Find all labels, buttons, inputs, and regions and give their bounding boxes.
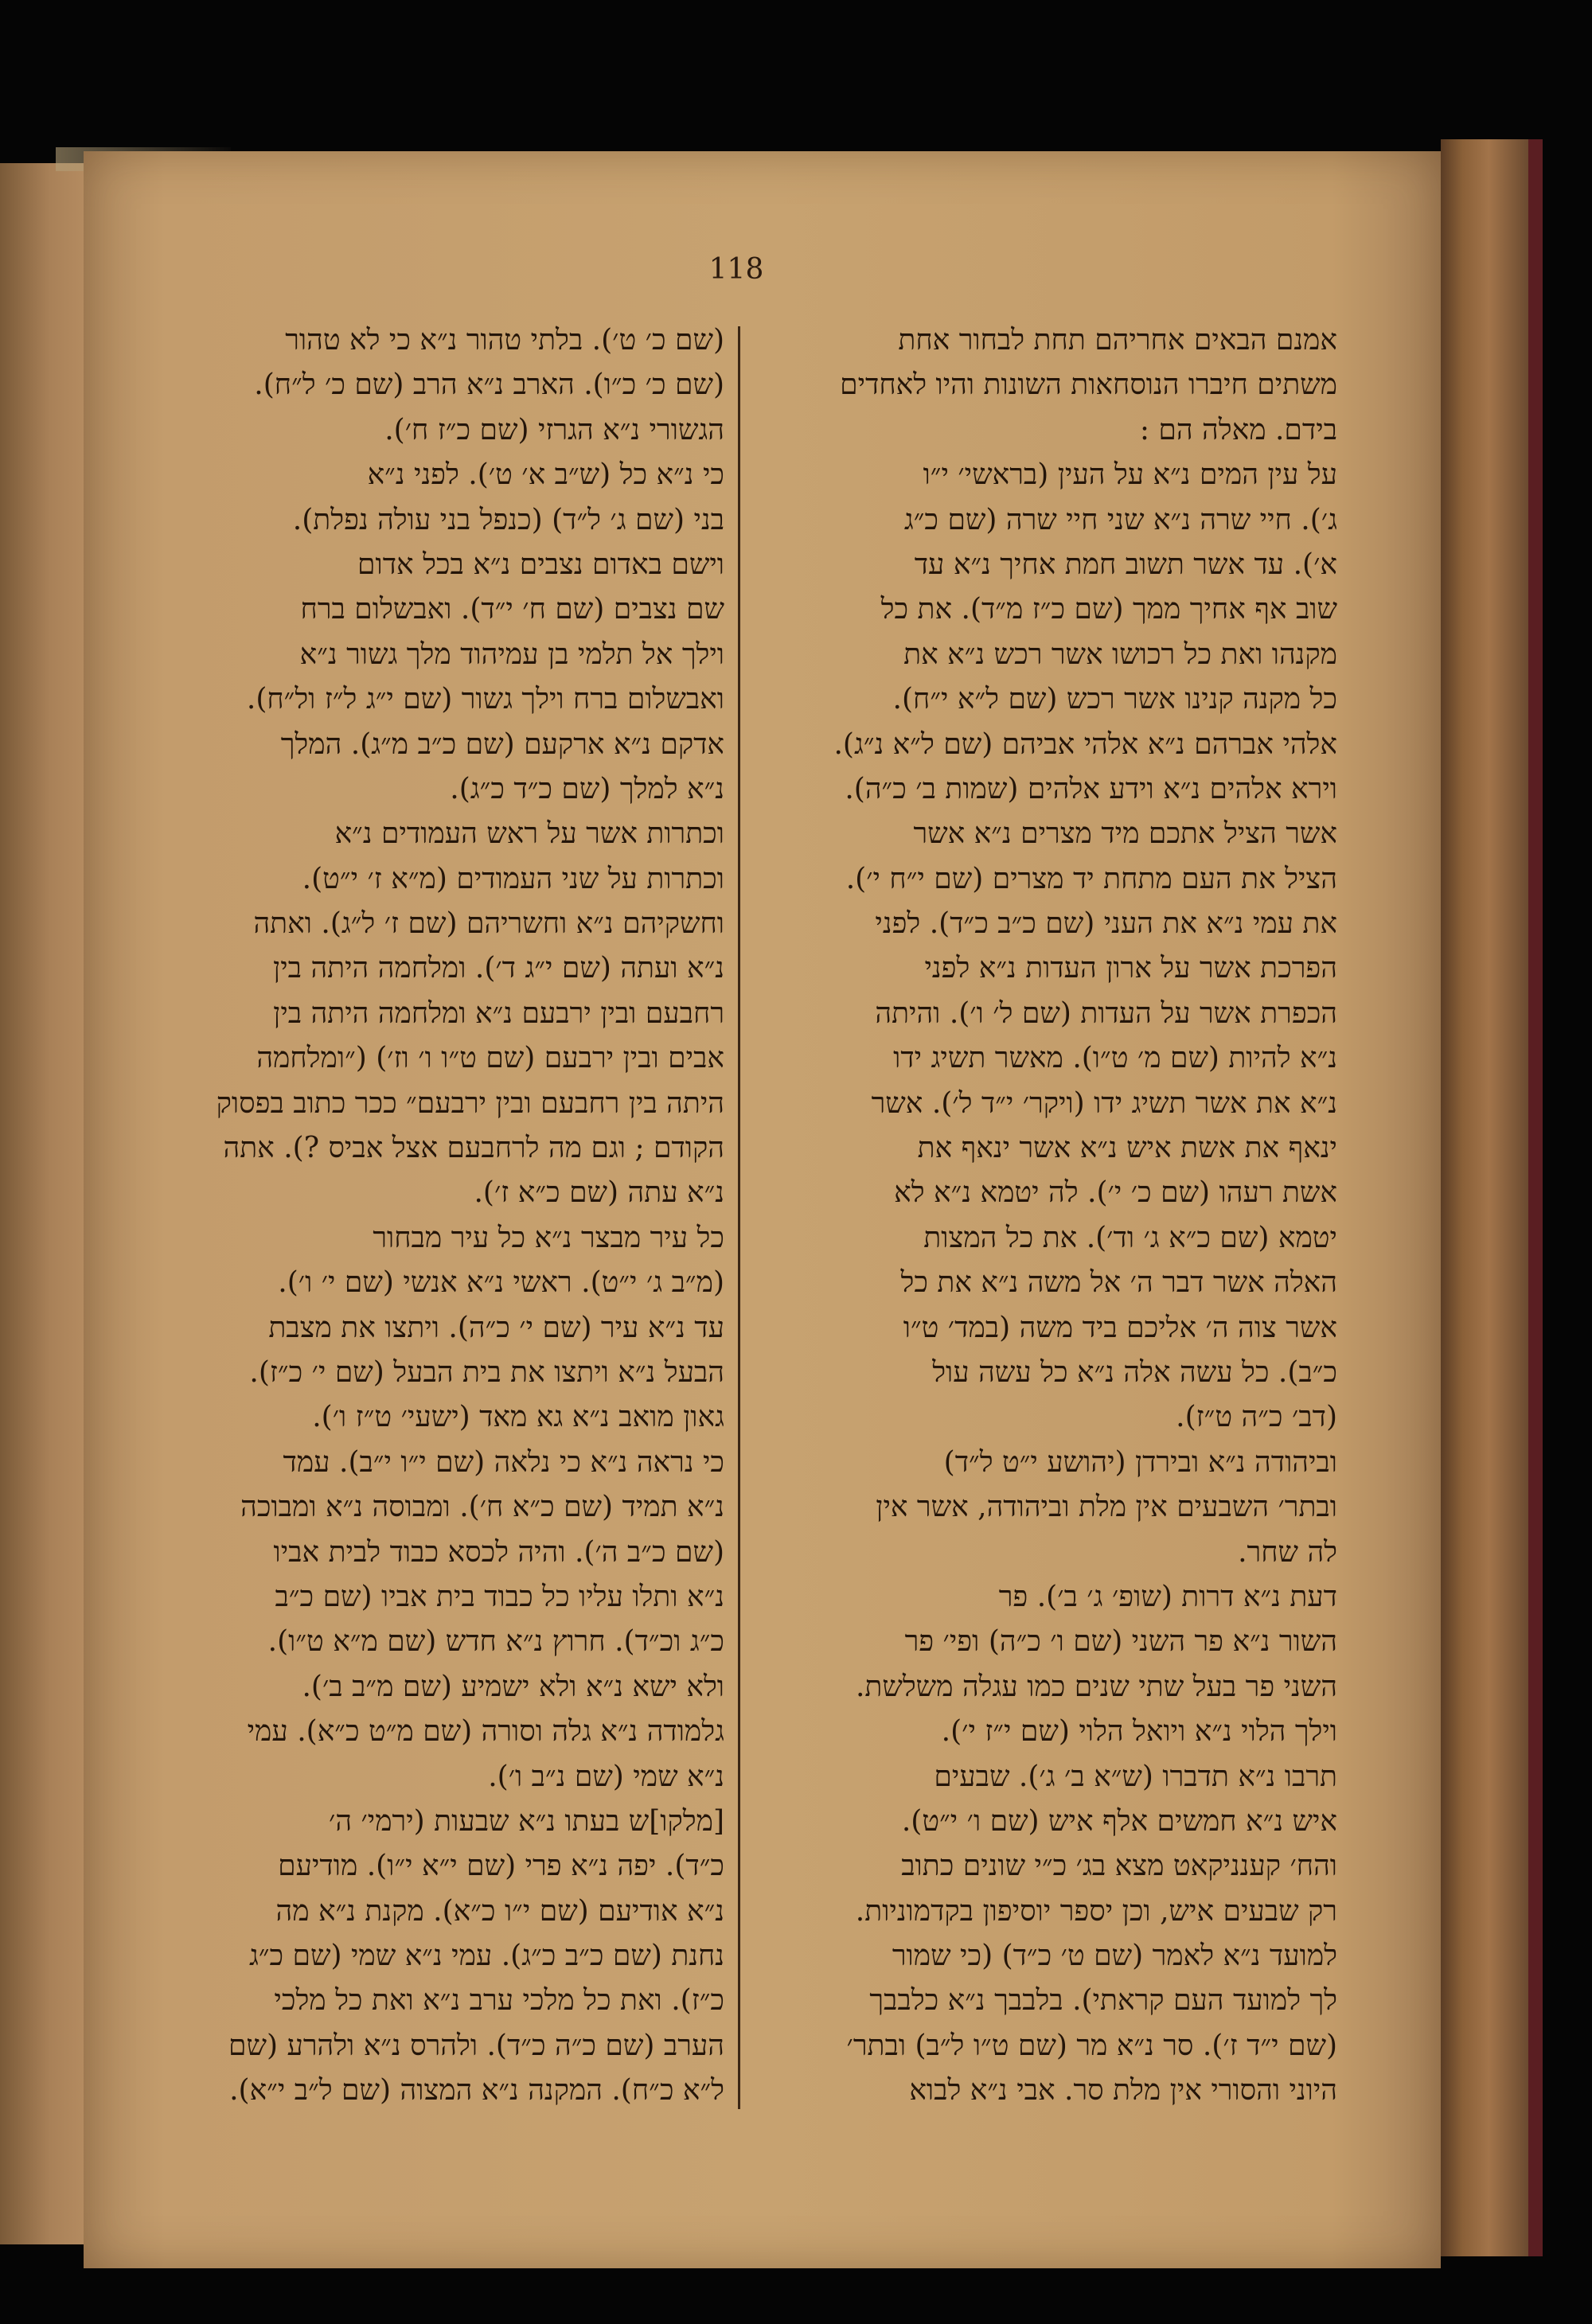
text-line: אשר הציל אתכם מיד מצרים נ״א אשר bbox=[913, 817, 1337, 851]
text-line: (שם כ׳ ט׳). בלתי טהור נ״א כי לא טהור bbox=[285, 324, 724, 357]
text-line: נ״א עתה (שם כ״א ז׳). bbox=[474, 1176, 724, 1210]
text-line: נ״א את אשר תשיג ידו (ויקר׳ י״ד ל׳). אשר bbox=[871, 1086, 1337, 1120]
text-line: אלהי אברהם נ״א אלהי אביהם (שם ל״א נ״ג). bbox=[833, 727, 1337, 761]
text-line: היוני והסורי אין מלת סר. אבי נ״א לבוא bbox=[909, 2074, 1337, 2108]
text-line: וכתרות אשר על ראש העמודים נ״א bbox=[334, 817, 724, 851]
text-line: א׳). עד אשר תשוב חמת אחיך נ״א עד bbox=[914, 548, 1337, 581]
text-line: [מלקו]ש בעתו נ״א שבעות (ירמי׳ ה׳ bbox=[329, 1804, 724, 1838]
column-divider bbox=[738, 326, 740, 2109]
text-line: רחבעם ובין ירבעם נ״א ומלחמה היתה בין bbox=[273, 996, 724, 1030]
text-line: כל עיר מבצר נ״א כל עיר מבחור bbox=[373, 1221, 724, 1254]
text-line: בני (שם ג׳ ל״ד) (כנפל בני עולה נפלת). bbox=[292, 503, 724, 536]
text-line: דעת נ״א דרות (שופ׳ ג׳ ב׳). פר bbox=[998, 1580, 1337, 1613]
text-line: האלה אשר דבר ה׳ אל משה נ״א את כל bbox=[900, 1266, 1337, 1300]
text-line: נחנת (שם כ״ב כ״ג). עמי נ״א שמי (שם כ״ג bbox=[248, 1940, 724, 1973]
text-line: וילך הלוי נ״א ויואל הלוי (שם י״ז י׳). bbox=[941, 1715, 1337, 1749]
text-line: וישם באדום נצבים נ״א בכל אדום bbox=[357, 548, 724, 581]
text-line: משתים חיברו הנוסחאות השונות והיו לאחדים bbox=[840, 368, 1337, 402]
text-line: ואבשלום ברח וילך גשור (שם י״ג ל״ז ול״ח). bbox=[246, 683, 724, 716]
text-line: נ״א אודיעם (שם י״ו כ״א). מקנת נ״א מה bbox=[275, 1894, 724, 1928]
text-line: כ״ב). כל עשה אלה נ״א כל עשה עול bbox=[932, 1355, 1337, 1389]
text-line: הערב (שם כ״ה כ״ד). ולהרס נ״א ולהרע (שם bbox=[228, 2029, 724, 2062]
text-line: יטמא (שם כ״א ג׳ וד׳). את כל המצות bbox=[923, 1221, 1337, 1254]
text-line: תרבו נ״א תדברו (ש״א ב׳ ג׳). שבעים bbox=[934, 1760, 1337, 1793]
left-text-column bbox=[139, 318, 724, 2117]
page-number: 118 bbox=[708, 253, 764, 286]
text-line: את עמי נ״א את העני (שם כ״ב כ״ד). לפני bbox=[875, 907, 1337, 941]
text-line: ולא ישא נ״א ולא ישמיע (שם מ״ב ב׳). bbox=[302, 1670, 724, 1703]
text-line: ובתר׳ השבעים אין מלת וביהודה, אשר אין bbox=[876, 1491, 1337, 1524]
text-line: איש נ״א חמשים אלף איש (שם ו׳ י״ט). bbox=[901, 1804, 1337, 1838]
text-line: נ״א למלך (שם כ״ד כ״ג). bbox=[450, 772, 724, 805]
text-line: כל מקנה קנינו אשר רכש (שם ל״א י״ח). bbox=[892, 683, 1337, 716]
text-line: אשת רעהו (שם כ׳ י׳). לה יטמא נ״א לא bbox=[894, 1176, 1337, 1210]
text-line: וכתרות על שני העמודים (מ״א ז׳ י״ט). bbox=[302, 862, 724, 895]
text-line: הבעל נ״א ויתצו את בית הבעל (שם י׳ כ״ז). bbox=[249, 1355, 724, 1389]
text-line: הגשורי נ״א הגרזי (שם כ״ז ח׳). bbox=[384, 413, 724, 446]
text-line: בידם. מאלה הם : bbox=[1139, 413, 1337, 446]
text-line: אדקם נ״א ארקעם (שם כ״ב מ״ג). המלך bbox=[280, 727, 724, 761]
text-line: על עין המים נ״א על העין (בראשי׳ י״ו bbox=[923, 458, 1337, 492]
text-line: וילך אל תלמי בן עמיהוד מלך גשור נ״א bbox=[299, 638, 724, 671]
facing-page-edge bbox=[0, 163, 84, 2244]
text-line: השור נ״א פר השני (שם ו׳ כ״ה) ופי׳ פר bbox=[904, 1625, 1337, 1659]
text-line: נ״א ותלו עליו כל כבוד בית אביו (שם כ״ב bbox=[275, 1580, 724, 1613]
text-line: הפרכת אשר על ארון העדות נ״א לפני bbox=[924, 952, 1337, 985]
text-line: היתה בין רחבעם ובין ירבעם״ ככר כתוב בפסוק bbox=[216, 1086, 724, 1120]
text-line: נ״א תמיד (שם כ״א ח׳). ומבוסה נ״א ומבוכה bbox=[240, 1491, 724, 1524]
text-line: שוב אף אחיך ממך (שם כ״ז מ״ד). את כל bbox=[880, 593, 1337, 626]
text-line: (דב׳ כ״ה ט״ז). bbox=[1176, 1401, 1337, 1434]
text-line: נ״א שמי (שם נ״ב ו׳). bbox=[488, 1760, 724, 1793]
text-line: (שם י״ד ז׳). סר נ״א מר (שם ט״ו ל״ב) ובתר׳ bbox=[846, 2029, 1337, 2062]
text-line: כ״ד). יפה נ״א פרי (שם י״א י״ו). מודיעם bbox=[278, 1850, 724, 1883]
text-line: עד נ״א עיר (שם י׳ כ״ה). ויתצו את מצבת bbox=[268, 1311, 724, 1344]
text-line: ג׳). חיי שרה נ״א שני חיי שרה (שם כ״ג bbox=[903, 503, 1337, 536]
text-line: וחשקיהם נ״א וחשריהם (שם ז׳ ל״ג). ואתה bbox=[253, 907, 724, 941]
text-line: לה שחר. bbox=[1238, 1535, 1337, 1569]
text-line: וירא אלהים נ״א וידע אלהים (שמות ב׳ כ״ה). bbox=[845, 772, 1337, 805]
text-line: הכפרת אשר על העדות (שם ל׳ ו׳). והיתה bbox=[875, 996, 1337, 1030]
text-line: נ״א להיות (שם מ׳ ט״ו). מאשר תשיג ידו bbox=[893, 1042, 1337, 1075]
text-line: גאון מואב נ״א גא מאד (ישעי׳ ט״ז ו׳). bbox=[312, 1401, 724, 1434]
page-stack-edge bbox=[1441, 139, 1528, 2256]
text-line: מקנהו ואת כל רכושו אשר רכש נ״א את bbox=[903, 638, 1337, 671]
text-line: לך למועד העם קראתי). בלבבך נ״א כלבבך bbox=[869, 1984, 1337, 2018]
text-line: אבים ובין ירבעם (שם ט״ו ו׳ וז׳) (״ומלחמה bbox=[256, 1042, 724, 1075]
text-line: כי נראה נ״א כי נלאה (שם י״ו י״ב). עמד bbox=[283, 1445, 724, 1479]
text-line: ינאף את אשת איש נ״א אשר ינאף את bbox=[917, 1132, 1337, 1165]
text-line: שם נצבים (שם ח׳ י״ד). ואבשלום ברח bbox=[300, 593, 724, 626]
text-line: הציל את העם מתחת יד מצרים (שם י״ח י׳). bbox=[845, 862, 1337, 895]
text-line: (שם כ״ב ה׳). והיה לכסא כבוד לבית אביו bbox=[273, 1535, 724, 1569]
text-line: גלמודה נ״א גלה וסורה (שם מ״ט כ״א). עמי bbox=[247, 1715, 724, 1749]
right-text-column bbox=[752, 318, 1337, 2117]
text-line: כי נ״א כל (ש״ב א׳ ט׳). לפני נ״א bbox=[367, 458, 724, 492]
text-line: כ״ג וכ״ד). חרוץ נ״א חדש (שם מ״א ט״ו). bbox=[267, 1625, 724, 1659]
text-line: אשר צוה ה׳ אליכם ביד משה (במד׳ ט״ו bbox=[903, 1311, 1337, 1344]
text-line: (שם כ׳ כ״ו). הארב נ״א הרב (שם כ׳ ל״ח). bbox=[254, 368, 724, 402]
text-line: וביהודה נ״א ובירדן (יהושע י״ט ל״ד) bbox=[943, 1445, 1337, 1479]
text-line: רק שבעים איש, וכן יספר יוסיפון בקדמוניות. bbox=[855, 1894, 1337, 1928]
text-line: כ״ז). ואת כל מלכי ערב נ״א ואת כל מלכי bbox=[274, 1984, 724, 2018]
text-line: אמנם הבאים אחריהם תחת לבחור אחת bbox=[898, 324, 1337, 357]
book-cover-edge bbox=[1528, 139, 1543, 2256]
text-line: השני פר בעל שתי שנים כמו עגלה משלשת. bbox=[855, 1670, 1337, 1703]
text-line: ל״א כ״ח). המקנה נ״א המצוה (שם ל״ב י״א). bbox=[229, 2074, 724, 2108]
text-line: והח׳ קענניקאט מצא בג׳ כ״י שונים כתוב bbox=[901, 1850, 1337, 1883]
text-line: הקודם ; וגם מה לרחבעם אצל אביס ?). אתה bbox=[223, 1132, 724, 1165]
text-line: למועד נ״א לאמר (שם ט׳ כ״ד) (כי שמור bbox=[892, 1940, 1337, 1973]
text-line: (מ״ב ג׳ י״ט). ראשי נ״א אנשי (שם י׳ ו׳). bbox=[278, 1266, 724, 1300]
text-line: נ״א ועתה (שם י״ג ד׳). ומלחמה היתה בין bbox=[273, 952, 724, 985]
